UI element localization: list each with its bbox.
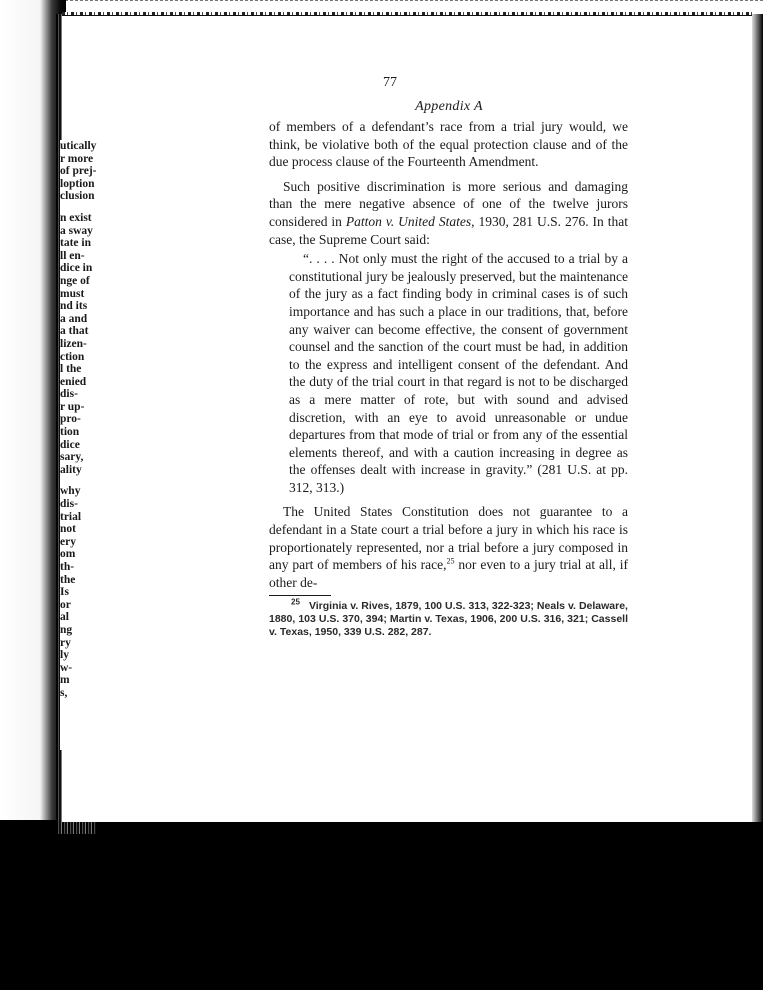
paragraph-3	[269, 503, 628, 591]
fragment-line: r up-	[60, 400, 85, 413]
case-citation: Patton v. United States,	[345, 213, 475, 229]
fragment-line: a sway	[60, 224, 93, 237]
fragment-line: nge of	[60, 274, 90, 287]
fragment-group-2	[60, 212, 116, 476]
footnote-marker: 25	[291, 597, 300, 607]
scan-bottom-shadow	[0, 820, 763, 990]
fragment-line: clusion	[60, 190, 95, 203]
fragment-line: loption	[60, 177, 95, 190]
fragment-line: not	[60, 523, 76, 536]
paragraph-2-end: 1930, 281 U.S. 276. In that case, the Supreme Court said:	[269, 213, 629, 247]
fragment-line: must	[60, 287, 85, 300]
footnote-text: Virginia v. Rives, 1879, 100 U.S. 313, 322-323; Neals v. Delaware, 1880, 103 U.S. 370, 394; Martin v. Texas, 1906, 200 U.S. 316, 321; Cassell v. Texas, 1950, 339 U.S. 282, 287.	[269, 600, 628, 639]
fragment-group-1	[60, 140, 116, 203]
fragment-line: or	[60, 598, 71, 611]
fragment-line: nd its	[60, 300, 88, 313]
fragment-line: dis-	[60, 498, 78, 511]
fragment-line: of prej-	[60, 165, 97, 178]
fragment-line: dis-	[60, 388, 78, 401]
fragment-line: utically	[60, 140, 97, 152]
footnote-rule	[269, 595, 331, 596]
fragment-line: trial	[60, 510, 82, 523]
fragment-line: why	[60, 485, 81, 498]
fragment-line: a and	[60, 312, 88, 325]
fragment-line: lizen-	[60, 337, 87, 350]
footnote	[269, 597, 628, 639]
paragraph-2	[269, 178, 628, 248]
page-top-edge	[62, 12, 752, 15]
fragment-line: sary,	[60, 451, 84, 464]
footnote-reference: 25	[446, 556, 455, 566]
fragment-line: l the	[60, 363, 82, 376]
fragment-line: dice	[60, 438, 80, 451]
running-head: Appendix A	[415, 99, 483, 114]
fragment-line: r more	[60, 152, 94, 165]
fragment-line: ction	[60, 350, 85, 363]
body-text	[269, 118, 628, 639]
fragment-line: ly	[60, 649, 69, 662]
fragment-line: ery	[60, 535, 76, 548]
fragment-line: ry	[60, 636, 71, 649]
fragment-group-3	[60, 485, 116, 699]
fragment-line: n exist	[60, 211, 92, 224]
fragment-line: pro-	[60, 413, 81, 426]
fragment-line: m	[60, 674, 70, 687]
fragment-line: s,	[60, 686, 68, 699]
paragraph-3-end: nor even to a jury trial at all, if other de-	[269, 557, 628, 590]
fragment-line: dice in	[60, 262, 93, 275]
fragment-line: al	[60, 611, 69, 624]
fragment-line: tion	[60, 426, 80, 439]
fragment-line: tate in	[60, 237, 91, 250]
fragment-line: enied	[60, 375, 87, 388]
fragment-line: ality	[60, 463, 82, 476]
paragraph-1: of members of a defendant’s race from a trial jury would, we think, be violative both of the equal protection clause and of the due process clause of the Fourteenth Amendment.	[269, 119, 628, 170]
fragment-line: ll en-	[60, 249, 85, 262]
page-right-shadow	[752, 14, 763, 822]
scan-top-border	[0, 0, 763, 1]
fragment-line: a that	[60, 325, 89, 338]
facing-page-fragments	[60, 140, 116, 750]
fragment-line: w-	[60, 661, 73, 674]
paragraph-2-start: Such positive discrimination is more serious and damaging than the mere negative absence of one of the twelve jurors considered in	[269, 178, 628, 229]
paragraph-3-start: The United States Constitution does not guarantee to a defendant in a State court a trial before a jury in which his race is proportionately represented, nor a trial before a jury composed in any part of members of his race,	[269, 504, 628, 573]
block-quote: “. . . . Not only must the right of the accused to a trial by a constitutional jury be jealously preserved, but the maintenance of the jury as a fact finding body in criminal cases is of such importance and has such a place in our traditions, that, before any waiver can become effective, the consent of government counsel and the sanction of the court must be had, in addition to the express and intelligent consent of the defendant. And the duty of the trial court in that regard is not to be discharged as a mere matter of rote, but with sound and advised discretion, with an eye to avoid unreasonable or undue departures from that mode of trial or from any of the essential elements thereof, and with a caution increasing in degree as the offenses dealt with increase in gravity.” (281 U.S. at pp. 312, 313.)	[289, 251, 628, 495]
fragment-line: th-	[60, 561, 75, 573]
fragment-line: Is	[60, 586, 69, 599]
fragment-line: the	[60, 573, 76, 586]
page-number: 77	[383, 75, 397, 90]
fragment-line: ng	[60, 623, 73, 636]
fragment-line: om	[60, 548, 76, 561]
